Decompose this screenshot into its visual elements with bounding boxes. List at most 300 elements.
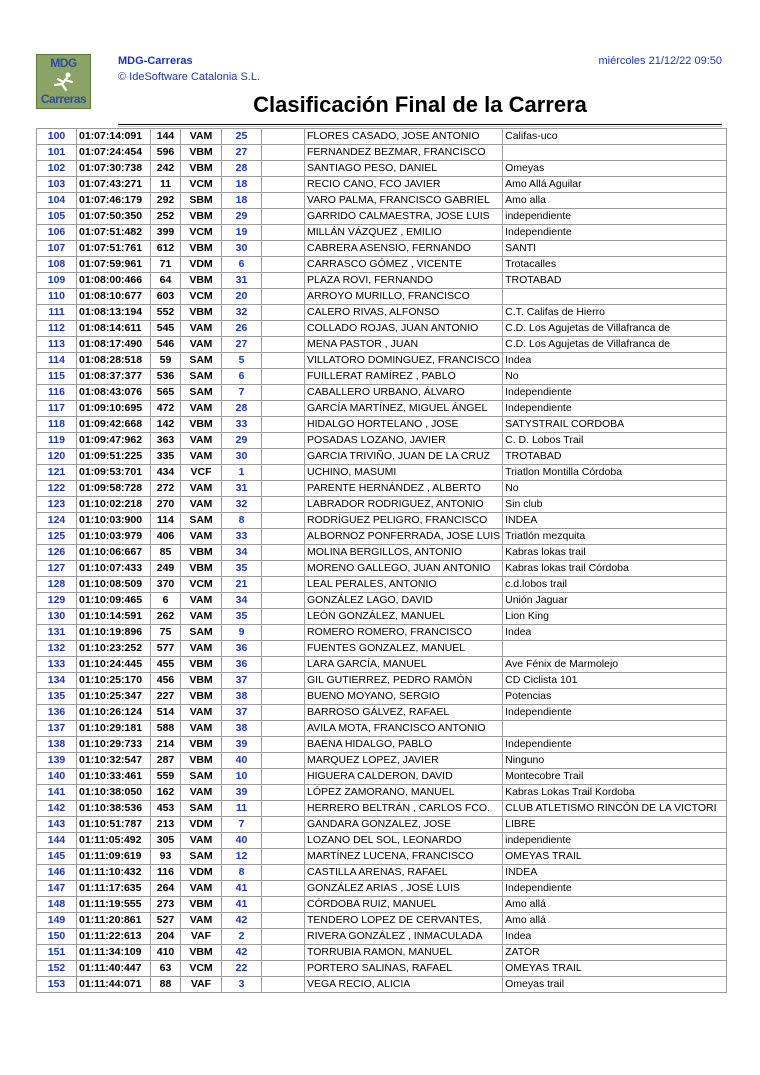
club-cell: OMEYAS TRAIL bbox=[503, 961, 727, 977]
category-cell: VBM bbox=[181, 241, 222, 257]
club-cell: INDEA bbox=[503, 513, 727, 529]
empty-cell bbox=[262, 449, 305, 465]
position-cell: 151 bbox=[37, 945, 77, 961]
table-row bbox=[37, 561, 727, 577]
time-cell: 01:08:37:377 bbox=[77, 369, 151, 385]
empty-cell bbox=[262, 241, 305, 257]
time-cell: 01:11:44:071 bbox=[77, 977, 151, 993]
category-cell: VAF bbox=[181, 929, 222, 945]
table-row bbox=[37, 625, 727, 641]
empty-cell bbox=[262, 561, 305, 577]
category-position-cell: 19 bbox=[222, 225, 262, 241]
bib-number-cell: 6 bbox=[151, 593, 181, 609]
table-row bbox=[37, 449, 727, 465]
time-cell: 01:07:59:961 bbox=[77, 257, 151, 273]
runner-name-cell: CABRERA ASENSIO, FERNANDO bbox=[305, 241, 503, 257]
table-row bbox=[37, 321, 727, 337]
club-cell: Ave Fénix de Marmolejo bbox=[503, 657, 727, 673]
empty-cell bbox=[262, 385, 305, 401]
club-cell: C.D. Los Agujetas de Villafranca de bbox=[503, 337, 727, 353]
club-cell: INDEA bbox=[503, 865, 727, 881]
category-cell: VCF bbox=[181, 465, 222, 481]
bib-number-cell: 75 bbox=[151, 625, 181, 641]
category-cell: VCM bbox=[181, 289, 222, 305]
category-cell: VBM bbox=[181, 673, 222, 689]
category-cell: VAM bbox=[181, 641, 222, 657]
empty-cell bbox=[262, 833, 305, 849]
empty-cell bbox=[262, 417, 305, 433]
table-row bbox=[37, 305, 727, 321]
table-row bbox=[37, 849, 727, 865]
time-cell: 01:07:50:350 bbox=[77, 209, 151, 225]
category-cell: VAM bbox=[181, 449, 222, 465]
category-cell: VAM bbox=[181, 433, 222, 449]
empty-cell bbox=[262, 961, 305, 977]
bib-number-cell: 59 bbox=[151, 353, 181, 369]
table-row bbox=[37, 881, 727, 897]
bib-number-cell: 577 bbox=[151, 641, 181, 657]
club-cell: Kabras lokas trail bbox=[503, 545, 727, 561]
title-divider bbox=[118, 124, 722, 125]
category-position-cell: 32 bbox=[222, 497, 262, 513]
time-cell: 01:10:38:536 bbox=[77, 801, 151, 817]
position-cell: 121 bbox=[37, 465, 77, 481]
category-position-cell: 22 bbox=[222, 961, 262, 977]
page-title: Clasificación Final de la Carrera bbox=[253, 92, 587, 117]
category-position-cell: 32 bbox=[222, 305, 262, 321]
title-divider-shadow bbox=[118, 126, 722, 127]
position-cell: 124 bbox=[37, 513, 77, 529]
position-cell: 115 bbox=[37, 369, 77, 385]
position-cell: 113 bbox=[37, 337, 77, 353]
club-cell: Amo allá bbox=[503, 897, 727, 913]
bib-number-cell: 399 bbox=[151, 225, 181, 241]
category-cell: SAM bbox=[181, 849, 222, 865]
time-cell: 01:10:14:591 bbox=[77, 609, 151, 625]
club-cell: TROTABAD bbox=[503, 449, 727, 465]
time-cell: 01:09:53:701 bbox=[77, 465, 151, 481]
runner-name-cell: HERRERO BELTRÁN , CARLOS FCO. bbox=[305, 801, 503, 817]
category-cell: VCM bbox=[181, 225, 222, 241]
position-cell: 149 bbox=[37, 913, 77, 929]
category-cell: VBM bbox=[181, 897, 222, 913]
time-cell: 01:11:22:613 bbox=[77, 929, 151, 945]
runner-name-cell: PLAZA ROVI, FERNANDO bbox=[305, 273, 503, 289]
position-cell: 103 bbox=[37, 177, 77, 193]
bib-number-cell: 335 bbox=[151, 449, 181, 465]
category-cell: SAM bbox=[181, 513, 222, 529]
category-cell: VBM bbox=[181, 737, 222, 753]
position-cell: 140 bbox=[37, 769, 77, 785]
club-cell: independiente bbox=[503, 209, 727, 225]
bib-number-cell: 11 bbox=[151, 177, 181, 193]
runner-name-cell: ROMERO ROMERO, FRANCISCO bbox=[305, 625, 503, 641]
position-cell: 105 bbox=[37, 209, 77, 225]
empty-cell bbox=[262, 753, 305, 769]
category-position-cell: 28 bbox=[222, 401, 262, 417]
position-cell: 119 bbox=[37, 433, 77, 449]
runner-name-cell: MILLÁN VÁZQUEZ , EMILIO bbox=[305, 225, 503, 241]
position-cell: 133 bbox=[37, 657, 77, 673]
category-cell: VAM bbox=[181, 913, 222, 929]
runner-name-cell: FUENTES GONZALEZ, MANUEL bbox=[305, 641, 503, 657]
runner-name-cell: HIGUERA CALDERON, DAVID bbox=[305, 769, 503, 785]
table-row bbox=[37, 641, 727, 657]
position-cell: 109 bbox=[37, 273, 77, 289]
table-row bbox=[37, 257, 727, 273]
bib-number-cell: 363 bbox=[151, 433, 181, 449]
bib-number-cell: 114 bbox=[151, 513, 181, 529]
position-cell: 118 bbox=[37, 417, 77, 433]
category-cell: SAM bbox=[181, 385, 222, 401]
bib-number-cell: 603 bbox=[151, 289, 181, 305]
time-cell: 01:11:40:447 bbox=[77, 961, 151, 977]
bib-number-cell: 249 bbox=[151, 561, 181, 577]
category-cell: VBM bbox=[181, 417, 222, 433]
table-row bbox=[37, 209, 727, 225]
category-position-cell: 35 bbox=[222, 609, 262, 625]
club-cell: Amo alla bbox=[503, 193, 727, 209]
position-cell: 123 bbox=[37, 497, 77, 513]
category-cell: VDM bbox=[181, 257, 222, 273]
empty-cell bbox=[262, 609, 305, 625]
empty-cell bbox=[262, 849, 305, 865]
category-cell: VAM bbox=[181, 833, 222, 849]
table-row bbox=[37, 593, 727, 609]
category-cell: VCM bbox=[181, 177, 222, 193]
empty-cell bbox=[262, 881, 305, 897]
club-cell: Independiente bbox=[503, 401, 727, 417]
time-cell: 01:11:05:492 bbox=[77, 833, 151, 849]
runner-name-cell: LÓPEZ ZAMORANO, MANUEL bbox=[305, 785, 503, 801]
category-position-cell: 20 bbox=[222, 289, 262, 305]
runner-icon bbox=[46, 72, 82, 92]
bib-number-cell: 536 bbox=[151, 369, 181, 385]
club-cell: Omeyas trail bbox=[503, 977, 727, 993]
club-cell: ZATOR bbox=[503, 945, 727, 961]
position-cell: 127 bbox=[37, 561, 77, 577]
runner-name-cell: LARA GARCÍA, MANUEL bbox=[305, 657, 503, 673]
category-position-cell: 41 bbox=[222, 897, 262, 913]
bib-number-cell: 213 bbox=[151, 817, 181, 833]
category-position-cell: 29 bbox=[222, 433, 262, 449]
position-cell: 101 bbox=[37, 145, 77, 161]
category-position-cell: 30 bbox=[222, 241, 262, 257]
table-row bbox=[37, 961, 727, 977]
position-cell: 148 bbox=[37, 897, 77, 913]
position-cell: 100 bbox=[37, 129, 77, 145]
table-row bbox=[37, 433, 727, 449]
results-body bbox=[37, 129, 727, 993]
club-cell: Independiente bbox=[503, 737, 727, 753]
club-cell: Independiente bbox=[503, 225, 727, 241]
category-cell: SAM bbox=[181, 625, 222, 641]
time-cell: 01:10:29:733 bbox=[77, 737, 151, 753]
position-cell: 150 bbox=[37, 929, 77, 945]
empty-cell bbox=[262, 817, 305, 833]
bib-number-cell: 434 bbox=[151, 465, 181, 481]
table-row bbox=[37, 177, 727, 193]
position-cell: 153 bbox=[37, 977, 77, 993]
category-position-cell: 38 bbox=[222, 689, 262, 705]
club-cell: Califas-uco bbox=[503, 129, 727, 145]
bib-number-cell: 514 bbox=[151, 705, 181, 721]
category-position-cell: 8 bbox=[222, 865, 262, 881]
club-cell: TROTABAD bbox=[503, 273, 727, 289]
position-cell: 117 bbox=[37, 401, 77, 417]
runner-name-cell: GONZÁLEZ LAGO, DAVID bbox=[305, 593, 503, 609]
category-position-cell: 36 bbox=[222, 657, 262, 673]
empty-cell bbox=[262, 337, 305, 353]
club-cell bbox=[503, 289, 727, 305]
runner-name-cell: RIVERA GONZÁLEZ , INMACULADA bbox=[305, 929, 503, 945]
time-cell: 01:10:25:347 bbox=[77, 689, 151, 705]
empty-cell bbox=[262, 865, 305, 881]
position-cell: 138 bbox=[37, 737, 77, 753]
position-cell: 120 bbox=[37, 449, 77, 465]
category-cell: VBM bbox=[181, 657, 222, 673]
bib-number-cell: 71 bbox=[151, 257, 181, 273]
position-cell: 102 bbox=[37, 161, 77, 177]
empty-cell bbox=[262, 305, 305, 321]
time-cell: 01:10:07:433 bbox=[77, 561, 151, 577]
bib-number-cell: 252 bbox=[151, 209, 181, 225]
runner-name-cell: PARENTE HERNÁNDEZ , ALBERTO bbox=[305, 481, 503, 497]
table-row bbox=[37, 193, 727, 209]
empty-cell bbox=[262, 433, 305, 449]
runner-name-cell: GONZÁLEZ ARIAS , JOSÉ LUIS bbox=[305, 881, 503, 897]
table-row bbox=[37, 801, 727, 817]
category-position-cell: 5 bbox=[222, 353, 262, 369]
category-position-cell: 34 bbox=[222, 545, 262, 561]
club-cell: Indea bbox=[503, 353, 727, 369]
time-cell: 01:07:24:454 bbox=[77, 145, 151, 161]
empty-cell bbox=[262, 897, 305, 913]
category-cell: VBM bbox=[181, 689, 222, 705]
empty-cell bbox=[262, 209, 305, 225]
bib-number-cell: 144 bbox=[151, 129, 181, 145]
bib-number-cell: 455 bbox=[151, 657, 181, 673]
category-position-cell: 10 bbox=[222, 769, 262, 785]
category-cell: VDM bbox=[181, 817, 222, 833]
category-cell: VAM bbox=[181, 497, 222, 513]
table-row bbox=[37, 225, 727, 241]
club-cell: Amo Allá Aguilar bbox=[503, 177, 727, 193]
position-cell: 132 bbox=[37, 641, 77, 657]
category-cell: SAM bbox=[181, 769, 222, 785]
time-cell: 01:08:43:076 bbox=[77, 385, 151, 401]
empty-cell bbox=[262, 161, 305, 177]
category-position-cell: 33 bbox=[222, 529, 262, 545]
position-cell: 114 bbox=[37, 353, 77, 369]
position-cell: 141 bbox=[37, 785, 77, 801]
position-cell: 144 bbox=[37, 833, 77, 849]
runner-name-cell: MARQUEZ LOPEZ, JAVIER bbox=[305, 753, 503, 769]
club-cell bbox=[503, 721, 727, 737]
empty-cell bbox=[262, 977, 305, 993]
category-position-cell: 33 bbox=[222, 417, 262, 433]
empty-cell bbox=[262, 273, 305, 289]
category-cell: SAM bbox=[181, 369, 222, 385]
time-cell: 01:10:03:979 bbox=[77, 529, 151, 545]
empty-cell bbox=[262, 785, 305, 801]
bib-number-cell: 264 bbox=[151, 881, 181, 897]
runner-name-cell: FUILLERAT RAMÍREZ , PABLO bbox=[305, 369, 503, 385]
table-row bbox=[37, 689, 727, 705]
time-cell: 01:11:10:432 bbox=[77, 865, 151, 881]
position-cell: 147 bbox=[37, 881, 77, 897]
time-cell: 01:10:23:252 bbox=[77, 641, 151, 657]
runner-name-cell: FLORES CASADO, JOSE ANTONIO bbox=[305, 129, 503, 145]
table-row bbox=[37, 913, 727, 929]
time-cell: 01:10:24:445 bbox=[77, 657, 151, 673]
table-row bbox=[37, 577, 727, 593]
empty-cell bbox=[262, 545, 305, 561]
table-row bbox=[37, 401, 727, 417]
empty-cell bbox=[262, 721, 305, 737]
runner-name-cell: LOZANO DEL SOL, LEONARDO bbox=[305, 833, 503, 849]
bib-number-cell: 596 bbox=[151, 145, 181, 161]
club-cell: Omeyas bbox=[503, 161, 727, 177]
time-cell: 01:10:29:181 bbox=[77, 721, 151, 737]
empty-cell bbox=[262, 321, 305, 337]
runner-name-cell: VILLATORO DOMINGUEZ, FRANCISCO bbox=[305, 353, 503, 369]
report-datetime: miércoles 21/12/22 09:50 bbox=[598, 55, 722, 67]
time-cell: 01:11:09:619 bbox=[77, 849, 151, 865]
bib-number-cell: 456 bbox=[151, 673, 181, 689]
time-cell: 01:10:08:509 bbox=[77, 577, 151, 593]
empty-cell bbox=[262, 353, 305, 369]
category-position-cell: 2 bbox=[222, 929, 262, 945]
category-position-cell: 37 bbox=[222, 673, 262, 689]
club-cell bbox=[503, 145, 727, 161]
bib-number-cell: 64 bbox=[151, 273, 181, 289]
time-cell: 01:08:17:490 bbox=[77, 337, 151, 353]
category-cell: VAM bbox=[181, 881, 222, 897]
empty-cell bbox=[262, 465, 305, 481]
time-cell: 01:10:06:667 bbox=[77, 545, 151, 561]
category-cell: VCM bbox=[181, 961, 222, 977]
table-row bbox=[37, 161, 727, 177]
time-cell: 01:11:34:109 bbox=[77, 945, 151, 961]
position-cell: 134 bbox=[37, 673, 77, 689]
runner-name-cell: RECIO CANO, FCO JAVIER bbox=[305, 177, 503, 193]
runner-name-cell: ALBORNOZ PONFERRADA, JOSE LUIS bbox=[305, 529, 503, 545]
position-cell: 143 bbox=[37, 817, 77, 833]
club-cell: Amo allá bbox=[503, 913, 727, 929]
time-cell: 01:11:19:555 bbox=[77, 897, 151, 913]
category-position-cell: 1 bbox=[222, 465, 262, 481]
table-row bbox=[37, 529, 727, 545]
club-cell: Ninguno bbox=[503, 753, 727, 769]
category-position-cell: 21 bbox=[222, 577, 262, 593]
bib-number-cell: 242 bbox=[151, 161, 181, 177]
time-cell: 01:09:51:225 bbox=[77, 449, 151, 465]
time-cell: 01:07:30:738 bbox=[77, 161, 151, 177]
time-cell: 01:08:28:518 bbox=[77, 353, 151, 369]
runner-name-cell: RODRÍGUEZ PELIGRO, FRANCISCO bbox=[305, 513, 503, 529]
empty-cell bbox=[262, 193, 305, 209]
bib-number-cell: 552 bbox=[151, 305, 181, 321]
position-cell: 145 bbox=[37, 849, 77, 865]
results-table bbox=[36, 128, 727, 993]
time-cell: 01:08:10:677 bbox=[77, 289, 151, 305]
time-cell: 01:10:19:896 bbox=[77, 625, 151, 641]
category-position-cell: 37 bbox=[222, 705, 262, 721]
bib-number-cell: 472 bbox=[151, 401, 181, 417]
time-cell: 01:07:14:091 bbox=[77, 129, 151, 145]
position-cell: 136 bbox=[37, 705, 77, 721]
club-cell: Montecobre Trail bbox=[503, 769, 727, 785]
category-position-cell: 29 bbox=[222, 209, 262, 225]
table-row bbox=[37, 129, 727, 145]
empty-cell bbox=[262, 497, 305, 513]
position-cell: 125 bbox=[37, 529, 77, 545]
category-cell: VBM bbox=[181, 753, 222, 769]
time-cell: 01:10:25:170 bbox=[77, 673, 151, 689]
position-cell: 139 bbox=[37, 753, 77, 769]
table-row bbox=[37, 945, 727, 961]
empty-cell bbox=[262, 625, 305, 641]
club-cell: OMEYAS TRAIL bbox=[503, 849, 727, 865]
category-cell: VAM bbox=[181, 593, 222, 609]
time-cell: 01:10:32:547 bbox=[77, 753, 151, 769]
category-position-cell: 7 bbox=[222, 817, 262, 833]
category-position-cell: 3 bbox=[222, 977, 262, 993]
category-position-cell: 30 bbox=[222, 449, 262, 465]
empty-cell bbox=[262, 369, 305, 385]
category-cell: VAM bbox=[181, 609, 222, 625]
table-row bbox=[37, 241, 727, 257]
copyright-text: © IdeSoftware Catalonia S.L. bbox=[118, 71, 261, 83]
runner-name-cell: COLLADO ROJAS, JUAN ANTONIO bbox=[305, 321, 503, 337]
category-position-cell: 6 bbox=[222, 257, 262, 273]
club-cell: Kabras lokas trail Córdoba bbox=[503, 561, 727, 577]
empty-cell bbox=[262, 769, 305, 785]
brand-name: MDG-Carreras bbox=[118, 55, 193, 67]
category-cell: VAM bbox=[181, 481, 222, 497]
empty-cell bbox=[262, 257, 305, 273]
table-row bbox=[37, 785, 727, 801]
category-position-cell: 18 bbox=[222, 193, 262, 209]
club-cell: Indea bbox=[503, 625, 727, 641]
bib-number-cell: 162 bbox=[151, 785, 181, 801]
position-cell: 108 bbox=[37, 257, 77, 273]
runner-name-cell: TORRUBIA RAMON, MANUEL bbox=[305, 945, 503, 961]
bib-number-cell: 453 bbox=[151, 801, 181, 817]
club-cell: No bbox=[503, 369, 727, 385]
runner-name-cell: TENDERO LOPEZ DE CERVANTES, bbox=[305, 913, 503, 929]
category-position-cell: 35 bbox=[222, 561, 262, 577]
runner-name-cell: AVILA MOTA, FRANCISCO ANTONIO bbox=[305, 721, 503, 737]
category-cell: VBM bbox=[181, 945, 222, 961]
club-cell: SATYSTRAIL CORDOBA bbox=[503, 417, 727, 433]
table-row bbox=[37, 289, 727, 305]
category-position-cell: 31 bbox=[222, 481, 262, 497]
category-cell: SAM bbox=[181, 801, 222, 817]
runner-name-cell: ARROYO MURILLO, FRANCISCO bbox=[305, 289, 503, 305]
position-cell: 106 bbox=[37, 225, 77, 241]
bib-number-cell: 559 bbox=[151, 769, 181, 785]
empty-cell bbox=[262, 929, 305, 945]
category-position-cell: 27 bbox=[222, 337, 262, 353]
empty-cell bbox=[262, 801, 305, 817]
category-cell: VAM bbox=[181, 721, 222, 737]
table-row bbox=[37, 897, 727, 913]
category-position-cell: 6 bbox=[222, 369, 262, 385]
position-cell: 128 bbox=[37, 577, 77, 593]
club-cell: independiente bbox=[503, 833, 727, 849]
